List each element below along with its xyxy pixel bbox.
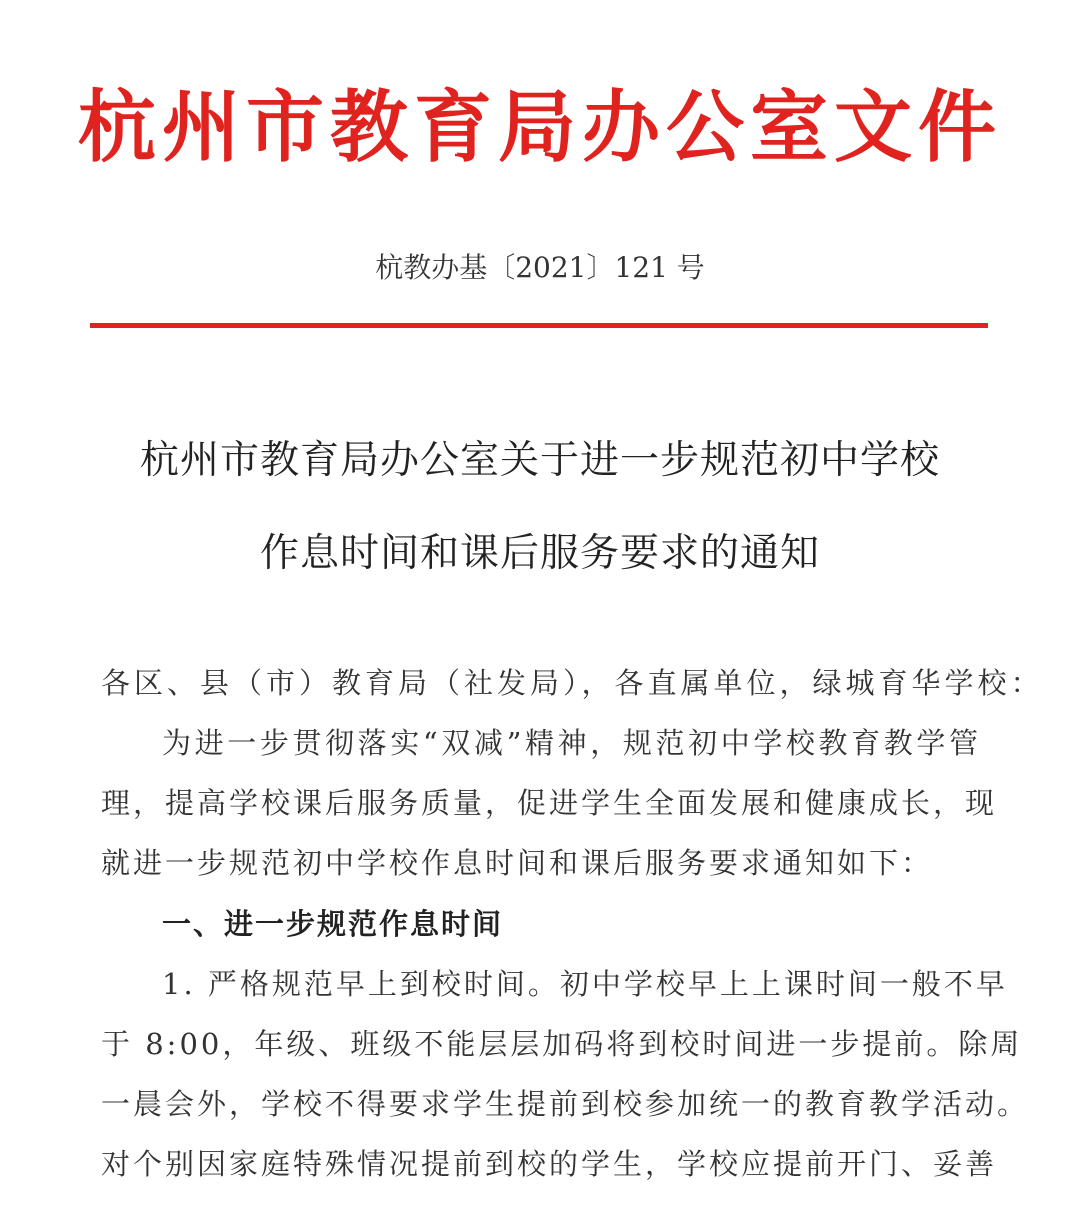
item1-line-2: 于 8:00，年级、班级不能层层加码将到校时间进一步提前。除周 — [101, 1027, 1023, 1061]
notice-title-line-1: 杭州市教育局办公室关于进一步规范初中学校 — [139, 438, 940, 483]
item1-line-1: 1. 严格规范早上到校时间。初中学校早上上课时间一般不早 — [162, 967, 1008, 1001]
item1-line-3: 一晨会外，学校不得要求学生提前到校参加统一的教育教学活动。 — [101, 1087, 1030, 1121]
intro-paragraph-line-3: 就进一步规范初中学校作息时间和课后服务要求通知如下： — [101, 846, 934, 880]
red-divider-rule — [90, 323, 988, 328]
document-number: 杭教办基〔2021〕121 号 — [375, 251, 705, 284]
section-heading: 一、进一步规范作息时间 — [162, 907, 504, 941]
masthead-title: 杭州市教育局办公室文件 — [77, 82, 1002, 173]
intro-paragraph-line-2: 理，提高学校课后服务质量，促进学生全面发展和健康成长，现 — [101, 786, 998, 820]
item1-line-4: 对个别因家庭特殊情况提前到校的学生，学校应提前开门、妥善 — [101, 1147, 998, 1181]
intro-paragraph-line-1: 为进一步贯彻落实“双减”精神，规范初中学校教育教学管 — [162, 726, 981, 760]
addressee-line: 各区、县（市）教育局（社发局），各直属单位，绿城育华学校： — [101, 666, 1044, 700]
notice-title-line-2: 作息时间和课后服务要求的通知 — [259, 531, 820, 576]
